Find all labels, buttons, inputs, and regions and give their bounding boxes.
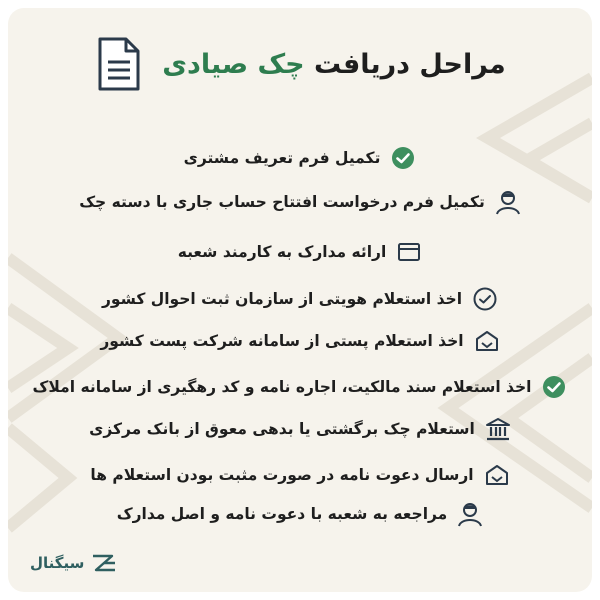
- step-label: اخذ استعلام پستی از سامانه شرکت پست کشور: [100, 332, 464, 350]
- folder-icon: [396, 239, 422, 265]
- page-title: [162, 49, 505, 80]
- person-icon: [457, 501, 483, 527]
- step-8: [8, 462, 592, 488]
- step-3: [8, 239, 592, 265]
- signal-logo-icon: [90, 552, 118, 574]
- step-5: [8, 328, 592, 354]
- step-label: تکمیل فرم تعریف مشتری: [183, 149, 381, 167]
- step-2: [8, 189, 592, 215]
- brand-logo: [30, 552, 118, 574]
- step-6: [8, 374, 592, 400]
- step-label: اخذ استعلام هویتی از سازمان ثبت احوال کشور: [101, 290, 463, 308]
- step-7: [8, 416, 592, 442]
- step-label: ارائه مدارک به کارمند شعبه: [177, 243, 387, 261]
- check-circle-outline-icon: [472, 286, 498, 312]
- brand-name: سیگنال: [30, 554, 85, 572]
- person-icon: [495, 189, 521, 215]
- step-9: [8, 501, 592, 527]
- step-label: اخذ استعلام سند مالکیت، اجاره نامه و کد رهگیری از سامانه املاک: [32, 378, 532, 396]
- step-label: ارسال دعوت نامه در صورت مثبت بودن استعلام ها: [90, 466, 474, 484]
- check-circle-filled-icon: [541, 374, 567, 400]
- infographic-card: [8, 8, 592, 592]
- check-circle-filled-icon: [390, 145, 416, 171]
- title-main: مراحل دریافت: [314, 48, 506, 80]
- mail-icon: [474, 328, 500, 354]
- step-4: [8, 286, 592, 312]
- step-1: [8, 145, 592, 171]
- step-label: تکمیل فرم درخواست افتتاح حساب جاری با دسته چک: [79, 193, 485, 211]
- title-accent: چک صیادی: [162, 48, 305, 80]
- bank-icon: [485, 416, 511, 442]
- step-label: استعلام چک برگشتی یا بدهی معوق از بانک مرکزی: [89, 420, 475, 438]
- step-label: مراجعه به شعبه با دعوت نامه و اصل مدارک: [116, 505, 448, 523]
- mail-icon: [484, 462, 510, 488]
- header: [8, 36, 592, 92]
- document-icon: [94, 36, 144, 92]
